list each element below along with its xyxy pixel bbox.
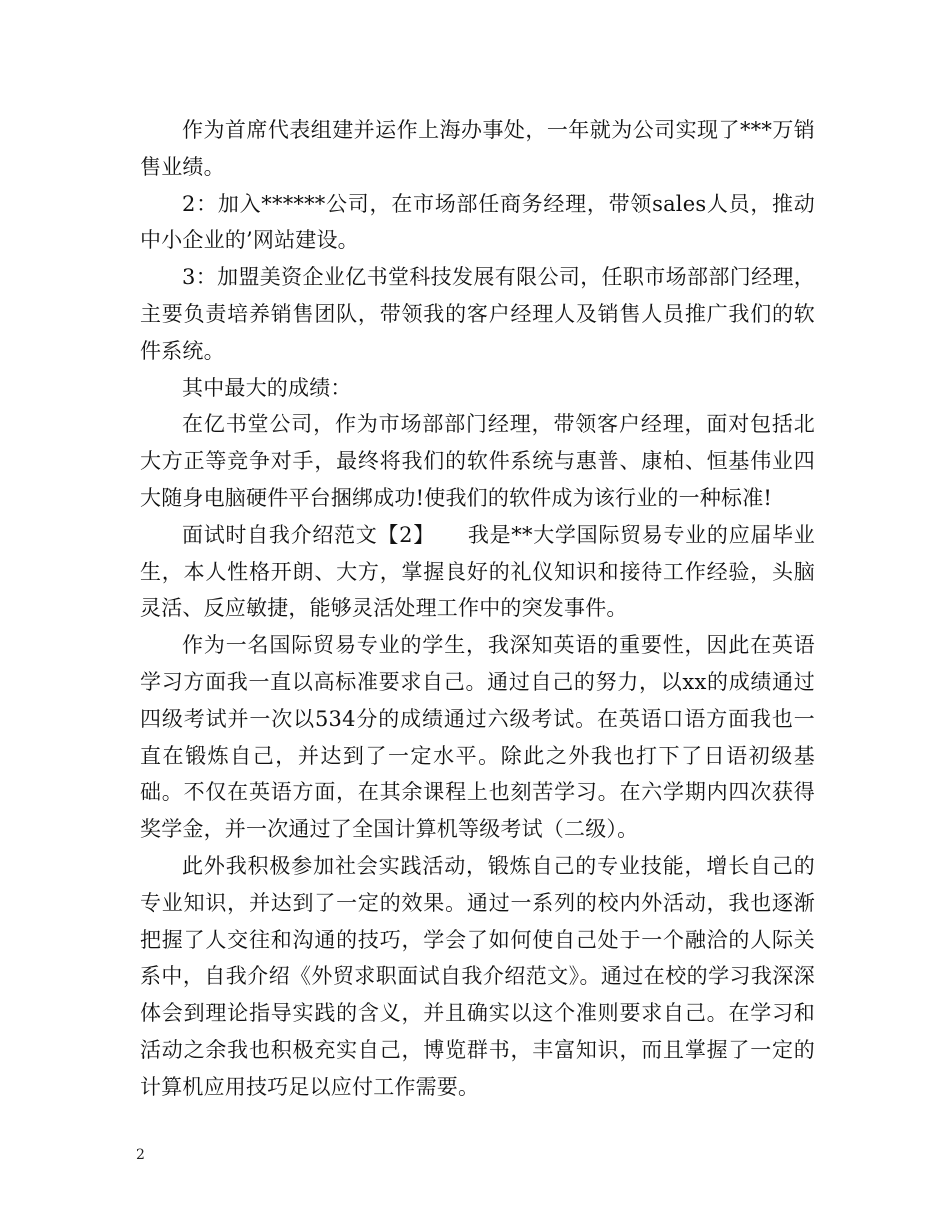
paragraph-shanghai-office: 作为首席代表组建并运作上海办事处，一年就为公司实现了***万销售业绩。 <box>140 118 815 179</box>
paragraph-sample-2-intro: 面试时自我介绍范文【2】 我是**大学国际贸易专业的应届毕业生，本人性格开朗、大方，掌握良好的礼仪知识和接待工作经验，头脑灵活、反应敏捷，能够灵活处理工作中的突发事件。 <box>140 522 815 621</box>
paragraph-greatest-achievement: 在亿书堂公司，作为市场部部门经理，带领客户经理，面对包括北大方正等竞争对手，最终将我们的软件系统与惠普、康柏、恒基伟业四大随身电脑硬件平台捆绑成功!使我们的软件成为该行业的一种标准! <box>140 412 815 510</box>
paragraph-english-study: 作为一名国际贸易专业的学生，我深知英语的重要性，因此在英语学习方面我一直以高标准要求自己。通过自己的努力，以xx的成绩通过四级考试并一次以534分的成绩通过六级考试。在英语口语方面我也一直在锻炼自己，并达到了一定水平。除此之外我也打下了日语初级基础。不仅在英语方面，在其余课程上也刻苦学习。在六学期内四次获得奖学金，并一次通过了全国计算机等级考试（二级）。 <box>140 633 815 842</box>
paragraph-greatest-achievement-heading: 其中最大的成绩： <box>182 375 352 400</box>
paragraph-business-manager: 2：加入******公司，在市场部任商务经理，带领sales人员，推动中小企业的’网站建设。 <box>140 191 815 253</box>
document-body <box>140 112 815 1106</box>
paragraph-social-practice: 此外我积极参加社会实践活动，锻炼自己的专业技能，增长自己的专业知识，并达到了一定的效果。通过一系列的校内外活动，我也逐渐把握了人交往和沟通的技巧，学会了如何使自己处于一个融洽的人际关系中，自我介绍《外贸求职面试自我介绍范文》。通过在校的学习我深深体会到理论指导实践的含义，并且确实以这个准则要求自己。在学习和活动之余我也积极充实自己，博览群书，丰富知识，而且掌握了一定的计算机应用技巧足以应付工作需要。 <box>140 853 815 1099</box>
paragraph-marketing-manager: 3：加盟美资企业亿书堂科技发展有限公司，任职市场部部门经理，主要负责培养销售团队，带领我的客户经理人及销售人员推广我们的软件系统。 <box>140 265 815 363</box>
page-number: 2 <box>136 1147 145 1163</box>
